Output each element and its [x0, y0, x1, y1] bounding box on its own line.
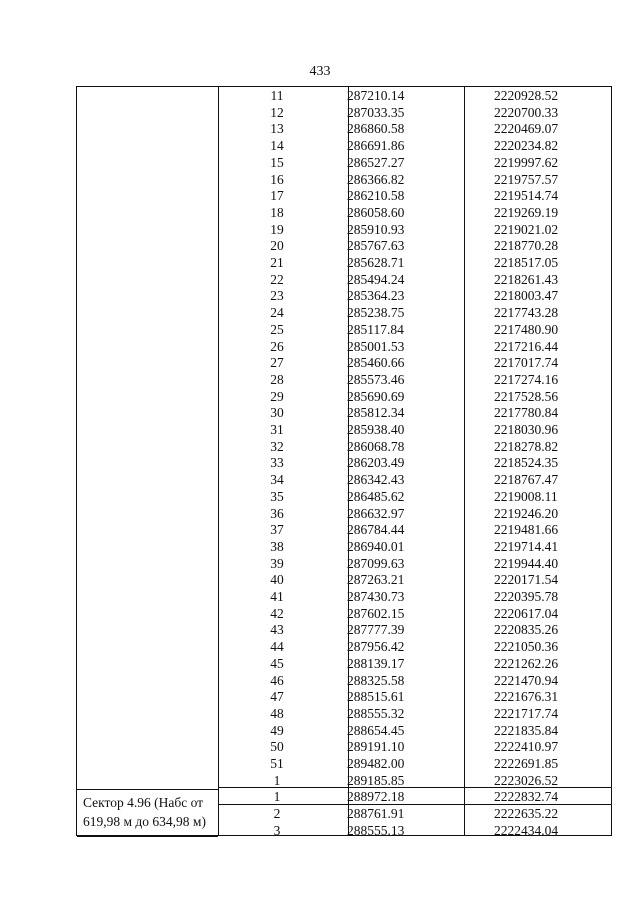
sector-label-line1: Сектор 4.96 (Набс от: [83, 795, 204, 810]
x-coordinate: 285910.93: [347, 221, 405, 237]
table-row: [77, 439, 613, 456]
x-coordinate: 285573.46: [347, 371, 405, 387]
y-coordinate: 2218003.47: [494, 288, 559, 304]
table-row: [77, 121, 613, 138]
x-coordinate: 286366.82: [347, 171, 405, 187]
table-row: [77, 773, 613, 790]
table-row: [77, 288, 613, 305]
x-coordinate: 287956.42: [347, 639, 405, 655]
y-coordinate: 2219714.41: [494, 538, 559, 554]
x-coordinate: 286940.01: [347, 538, 405, 554]
table-row: [77, 389, 613, 406]
y-coordinate: 2222832.74: [494, 789, 559, 805]
y-coordinate: 2219514.74: [494, 188, 559, 204]
y-coordinate: 2220469.07: [494, 121, 559, 137]
point-number: 25: [270, 321, 284, 337]
table-row: [77, 556, 613, 573]
point-number: 18: [270, 204, 284, 220]
x-coordinate: 287602.15: [347, 605, 405, 621]
table-row: [77, 756, 613, 773]
x-coordinate: 288325.58: [347, 672, 405, 688]
point-number: 43: [270, 622, 284, 638]
y-coordinate: 2221676.31: [494, 689, 559, 705]
table-row: [77, 372, 613, 389]
point-number: 27: [270, 355, 284, 371]
table-row: [77, 706, 613, 723]
x-coordinate: 289185.85: [347, 772, 405, 788]
y-coordinate: 2223026.52: [494, 772, 559, 788]
point-number: 30: [270, 405, 284, 421]
point-number: 29: [270, 388, 284, 404]
point-number: 20: [270, 238, 284, 254]
x-coordinate: 286068.78: [347, 438, 405, 454]
point-number: 26: [270, 338, 284, 354]
y-coordinate: 2219944.40: [494, 555, 559, 571]
x-coordinate: 286527.27: [347, 154, 405, 170]
table-row: [77, 656, 613, 673]
point-number: 45: [270, 655, 284, 671]
point-number: 2: [273, 806, 281, 822]
y-coordinate: 2219008.11: [494, 488, 558, 504]
point-number: 23: [270, 288, 284, 304]
table-row: [77, 739, 613, 756]
x-coordinate: 287263.21: [347, 572, 405, 588]
x-coordinate: 285001.53: [347, 338, 405, 354]
table-row: [77, 506, 613, 523]
point-number: 47: [270, 689, 284, 705]
y-coordinate: 2219997.62: [494, 154, 559, 170]
table-row: [77, 489, 613, 506]
table-row: [77, 105, 613, 122]
point-number: 31: [270, 422, 284, 437]
y-coordinate: 2218770.28: [494, 238, 559, 254]
x-coordinate: 288972.18: [347, 789, 405, 805]
x-coordinate: 286691.86: [347, 138, 405, 154]
point-number: 32: [270, 438, 284, 454]
table-row: [77, 823, 613, 840]
y-coordinate: 2218261.43: [494, 271, 559, 287]
table-row: [77, 138, 613, 155]
point-number: 42: [270, 605, 284, 621]
table-row: [77, 806, 613, 823]
y-coordinate: 2221262.26: [494, 655, 559, 671]
point-number: 14: [270, 138, 284, 154]
point-number: 15: [270, 154, 284, 170]
table-row: [77, 639, 613, 656]
point-number: 50: [270, 739, 284, 755]
x-coordinate: 287033.35: [347, 104, 405, 120]
x-coordinate: 286058.60: [347, 204, 405, 220]
x-coordinate: 289191.10: [347, 739, 405, 755]
y-coordinate: 2217743.28: [494, 305, 559, 321]
point-number: 34: [270, 472, 284, 488]
table-row: [77, 222, 613, 239]
y-coordinate: 2217480.90: [494, 321, 559, 337]
y-coordinate: 2217274.16: [494, 371, 559, 387]
x-coordinate: 285767.63: [347, 238, 405, 254]
table-row: [77, 272, 613, 289]
y-coordinate: 2222691.85: [494, 756, 559, 771]
point-number: 35: [270, 488, 284, 504]
table-row: [77, 422, 613, 439]
point-number: 22: [270, 271, 284, 287]
point-number: 33: [270, 455, 284, 471]
table-row: [77, 673, 613, 690]
point-number: 49: [270, 722, 284, 738]
table-row: [77, 339, 613, 356]
point-number: 21: [270, 255, 284, 270]
y-coordinate: 2220395.78: [494, 589, 559, 604]
y-coordinate: 2222434.04: [494, 822, 559, 838]
y-coordinate: 2220234.82: [494, 138, 559, 154]
point-number: 41: [270, 589, 284, 604]
table-row: [77, 322, 613, 339]
point-number: 1: [273, 789, 281, 805]
x-coordinate: 285364.23: [347, 288, 405, 304]
y-coordinate: 2220617.04: [494, 605, 559, 621]
table-row: [77, 589, 613, 606]
x-coordinate: 288761.91: [347, 806, 405, 822]
x-coordinate: 286632.97: [347, 505, 405, 521]
point-number: 51: [270, 756, 284, 771]
y-coordinate: 2218524.35: [494, 455, 559, 471]
x-coordinate: 285938.40: [347, 422, 405, 437]
y-coordinate: 2219021.02: [494, 221, 559, 237]
y-coordinate: 2222635.22: [494, 806, 559, 822]
x-coordinate: 288555.32: [347, 705, 405, 721]
point-number: 48: [270, 705, 284, 721]
table-row: [77, 606, 613, 623]
point-number: 40: [270, 572, 284, 588]
y-coordinate: 2219246.20: [494, 505, 559, 521]
point-number: 28: [270, 371, 284, 387]
table-row: [77, 88, 613, 105]
x-coordinate: 288555.13: [347, 822, 405, 838]
point-number: 38: [270, 538, 284, 554]
table-row: [77, 355, 613, 372]
x-coordinate: 285628.71: [347, 255, 405, 270]
y-coordinate: 2221470.94: [494, 672, 559, 688]
y-coordinate: 2217216.44: [494, 338, 559, 354]
table-row: [77, 238, 613, 255]
point-number: 3: [273, 822, 281, 838]
table-row: [77, 472, 613, 489]
table-row: [77, 405, 613, 422]
x-coordinate: 287777.39: [347, 622, 405, 638]
y-coordinate: 2217528.56: [494, 388, 559, 404]
x-coordinate: 288139.17: [347, 655, 405, 671]
x-coordinate: 285460.66: [347, 355, 405, 371]
y-coordinate: 2219757.57: [494, 171, 559, 187]
y-coordinate: 2222410.97: [494, 739, 559, 755]
y-coordinate: 2220700.33: [494, 104, 559, 120]
table-row: [77, 455, 613, 472]
y-coordinate: 2217017.74: [494, 355, 559, 371]
table-row: [77, 188, 613, 205]
page-number: 433: [309, 64, 331, 79]
x-coordinate: 286784.44: [347, 522, 405, 538]
y-coordinate: 2221050.36: [494, 639, 559, 655]
table-row: [77, 789, 613, 806]
x-coordinate: 285690.69: [347, 388, 405, 404]
x-coordinate: 285812.34: [347, 405, 405, 421]
table-row: [77, 172, 613, 189]
coordinates-table: [76, 86, 612, 836]
x-coordinate: 286485.62: [347, 488, 405, 504]
x-coordinate: 287099.63: [347, 555, 405, 571]
table-row: [77, 522, 613, 539]
point-number: 19: [270, 221, 284, 237]
sector-label-line2: 619,98 м до 634,98 м): [83, 814, 206, 829]
x-coordinate: 286203.49: [347, 455, 405, 471]
table-row: [77, 572, 613, 589]
point-number: 13: [270, 121, 284, 137]
table-row: [77, 622, 613, 639]
y-coordinate: 2219481.66: [494, 522, 559, 538]
table-row: [77, 255, 613, 272]
table-row: [77, 689, 613, 706]
x-coordinate: 287430.73: [347, 589, 405, 604]
x-coordinate: 287210.14: [347, 88, 405, 103]
x-coordinate: 288654.45: [347, 722, 405, 738]
table-row: [77, 723, 613, 740]
point-number: 12: [270, 104, 284, 120]
x-coordinate: 285494.24: [347, 271, 405, 287]
point-number: 17: [270, 188, 284, 204]
y-coordinate: 2220171.54: [494, 572, 559, 588]
y-coordinate: 2219269.19: [494, 204, 559, 220]
table-row: [77, 539, 613, 556]
y-coordinate: 2218030.96: [494, 422, 559, 437]
point-number: 1: [273, 772, 281, 788]
point-number: 24: [270, 305, 284, 321]
point-number: 46: [270, 672, 284, 688]
point-number: 36: [270, 505, 284, 521]
y-coordinate: 2218278.82: [494, 438, 559, 454]
x-coordinate: 286860.58: [347, 121, 405, 137]
point-number: 16: [270, 171, 284, 187]
point-number: 37: [270, 522, 284, 538]
x-coordinate: 285238.75: [347, 305, 405, 321]
x-coordinate: 288515.61: [347, 689, 405, 705]
x-coordinate: 286342.43: [347, 472, 405, 488]
y-coordinate: 2221717.74: [494, 705, 559, 721]
table-row: [77, 305, 613, 322]
table-row: [77, 205, 613, 222]
y-coordinate: 2217780.84: [494, 405, 559, 421]
table-row: [77, 155, 613, 172]
point-number: 39: [270, 555, 284, 571]
x-coordinate: 289482.00: [347, 756, 405, 771]
point-number: 44: [270, 639, 284, 655]
y-coordinate: 2221835.84: [494, 722, 559, 738]
point-number: 11: [270, 88, 284, 103]
x-coordinate: 285117.84: [347, 321, 404, 337]
y-coordinate: 2220928.52: [494, 88, 559, 103]
y-coordinate: 2218767.47: [494, 472, 559, 488]
y-coordinate: 2218517.05: [494, 255, 559, 270]
y-coordinate: 2220835.26: [494, 622, 559, 638]
x-coordinate: 286210.58: [347, 188, 405, 204]
